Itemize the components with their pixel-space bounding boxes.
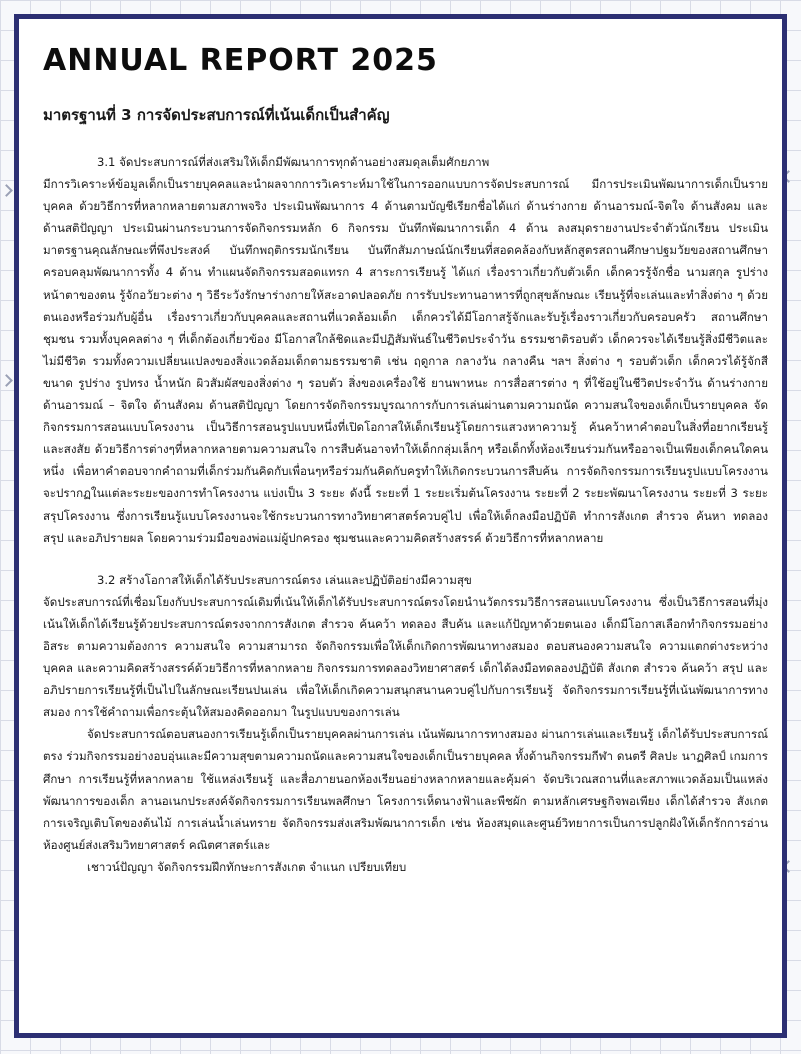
section-body: จัดประสบการณ์ที่เชื่อมโยงกับประสบการณ์เดิมที่เน้นให้เด็กได้รับประสบการณ์ตรงโดยนำนวัตกรรมวิธีการสอนแบบโครงงาน ซึ่งเป็นวิธีการสอนที่มุ่งเน้นให้เด็กได้เรียนรู้ด้วยประสบการณ์ตรงจากการสังเกต สำรวจ ค้นคว้า ทดลอง สืบค้น และแก้ปัญหาด้วยตนเอง เด็กมีโอกาสเลือกทำกิจกรรมอย่างอิสระ ตามความต้องการ ความสนใจ ความสามารถ จัดกิจกรรมเพื่อให้เด็กเกิดการพัฒนาทางสมอง ตอบสนองความสนใจ ความแตกต่างระหว่างบุคคล และความคิดสร้างสรรค์ด้วยวิธีการที่หลากหลาย กิจกรรมการทดลองวิทยาศาสตร์ เด็กได้ลงมือทดลองปฏิบัติ สังเกต สำรวจ ค้นคว้า สรุป และอภิปรายการเรียนรู้ที่เป็นไปในลักษณะเรียนปนเล่น เพื่อให้เด็กเกิดความสนุกสนานควบคู่ไปกับการเรียนรู้ จัดกิจกรรมการเรียนรู้ที่เน้นพัฒนาการทางสมอง การใช้คำถามเพื่อกระตุ้นให้สมองคิดออกมา ในรูปแบบของการเล่น bbox=[43, 594, 768, 720]
section-body: มีการวิเคราะห์ข้อมูลเด็กเป็นรายบุคคลและนำผลจากการวิเคราะห์มาใช้ในการออกแบบการจัดประสบการณ์ มีการประเมินพัฒนาการเด็กเป็นรายบุคคล ด้วยวิธีการที่หลากหลายตามสภาพจริง ประเมินพัฒนาการ 4 ด้านตามบัญชีเรียกชื่อได้แก่ ด้านร่างกาย ด้านอารมณ์-จิตใจ ด้านสังคม และด้านสติปัญญา ประเมินผ่านกระบวนการจัดกิจกรรมหลัก 6 กิจกรรม บันทึกพัฒนาการเด็ก 4 ด้าน ลงสมุดรายงานประจำตัวนักเรียน ประเมินมาตรฐานคุณลักษณะที่พึงประสงค์ บันทึกพฤติกรรมนักเรียน บันทึกสัมภาษณ์นักเรียนที่สอดคล้องกับหลักสูตรสถานศึกษาปฐมวัยของสถานศึกษา ครอบคลุมพัฒนาการทั้ง 4 ด้าน ทำแผนจัดกิจกรรมสอดแทรก 4 สาระการเรียนรู้ ได้แก่ เรื่องราวเกี่ยวกับตัวเด็ก เด็กควรรู้จักชื่อ นามสกุล รูปร่าง หน้าตาของตน รู้จักอวัยวะต่าง ๆ วิธีระวังรักษาร่างกายให้สะอาดปลอดภัย การรับประทานอาหารที่ถูกสุขลักษณะ เรียนรู้ที่จะเล่นและทำสิ่งต่าง ๆ ด้วยตนเองหรือร่วมกับผู้อื่น เรื่องราวเกี่ยวกับบุคคลและสถานที่แวดล้อมเด็ก เด็กควรได้มีโอกาสรู้จักและรับรู้เรื่องราวเกี่ยวกับครอบครัว สถานศึกษา ชุมชน รวมทั้งบุคคลต่าง ๆ ที่เด็กต้องเกี่ยวข้อง มีโอกาสใกล้ชิดและมีปฏิสัมพันธ์ในชีวิตประจำวัน ธรรมชาติรอบตัว เด็กควรจะได้เรียนรู้สิ่งมีชีวิตและไม่มีชีวิต รวมทั้งความเปลี่ยนแปลงของสิ่งแวดล้อมเด็กตามธรรมชาติ เช่น ฤดูกาล กลางวัน กลางคืน ฯลฯ สิ่งต่าง ๆ รอบตัวเด็ก เด็กควรได้รู้จักสี ขนาด รูปร่าง รูปทรง น้ำหนัก ผิวสัมผัสของสิ่งต่าง ๆ รอบตัว สิ่งของเครื่องใช้ ยานพาหนะ การสื่อสารต่าง ๆ ที่ใช้อยู่ในชีวิตประจำวัน ด้านร่างกาย ด้านอารมณ์ – จิตใจ ด้านสังคม ด้านสติปัญญา โดยการจัดกิจกรรมบูรณาการกับการเล่นผ่านตามความถนัด ความสนใจของเด็กเป็นรายบุคคล จัดกิจกรรมการสอนแบบโครงงาน เป็นวิธีการสอนรูปแบบหนึ่งที่เปิดโอกาสให้เด็กเรียนรู้โดยการแสวงหาความรู้ ค้นคว้าหาคำตอบในสิ่งที่อยากเรียนรู้และสงสัย ด้วยวิธีการต่างๆที่หลากหลายตามความสนใจ การสืบค้นอาจทำให้เด็กกลุ่มเล็กๆ หรือเด็กทั้งห้องเรียนร่วมกันหรืออาจเป็นเพียงเด็กคนใดคนหนึ่ง เพื่อหาคำตอบจากคำถามที่เด็กร่วมกันคิดกับเพื่อนๆหรือร่วมกันคิดกับครูทำให้เกิดกระบวนการสืบค้น การจัดกิจกรรมการเรียนรูปแบบโครงงาน จะปรากฏในแต่ละระยะของการทำโครงงาน แบ่งเป็น 3 ระยะ ดังนี้ ระยะที่ 1 ระยะเริ่มต้นโครงงาน ระยะที่ 2 ระยะพัฒนาโครงงาน ระยะที่ 3 ระยะสรุปโครงงาน ซึ่งการเรียนรู้แบบโครงงานจะใช้กระบวนการทางวิทยาศาสตร์ควบคู่ไป เพื่อให้เด็กลงมือปฏิบัติ ทำการสังเกต สำรวจ ค้นหา ทดลอง สรุป และอภิปรายผล โดยความร่วมมือของพ่อแม่ผู้ปกครอง ชุมชนและความคิดสร้างสรรค์ ด้วยวิธีการที่หลากหลาย bbox=[43, 177, 768, 545]
grid-doodle-mark bbox=[0, 374, 13, 387]
section-spacer bbox=[43, 549, 768, 569]
section-heading: 3.2 สร้างโอกาสให้เด็กได้รับประสบการณ์ตรง เล่นและปฏิบัติอย่างมีความสุข bbox=[97, 572, 472, 587]
report-content bbox=[43, 151, 768, 878]
section-heading: 3.1 จัดประสบการณ์ที่ส่งเสริมให้เด็กมีพัฒนาการทุกด้านอย่างสมดุลเต็มศักยภาพ bbox=[97, 155, 490, 169]
report-title: ANNUAL REPORT 2025 bbox=[43, 43, 438, 78]
grid-doodle-mark bbox=[0, 184, 13, 197]
report-page bbox=[14, 14, 787, 1038]
section-paragraph: เชาวน์ปัญญา จัดกิจกรรมฝึกทักษะการสังเกต จำแนก เปรียบเทียบ bbox=[87, 859, 407, 874]
standard-subtitle: มาตรฐานที่ 3 การจัดประสบการณ์ที่เน้นเด็กเป็นสำคัญ bbox=[43, 106, 390, 124]
section-paragraph: จัดประสบการณ์ตอบสนองการเรียนรู้เด็กเป็นรายบุคคลผ่านการเล่น เน้นพัฒนาการทางสมอง ผ่านการเล่นและเรียนรู้ เด็กได้รับประสบการณ์ตรง ร่วมกิจกรรมอย่างอบอุ่นและมีความสุขตามความถนัดและความสนใจของเด็กเป็นรายบุคคล ทั้งด้านกิจกรรมกีฬา ดนตรี ศิลปะ นาฏศิลป์ เกมการศึกษา การเรียนรู้ที่หลากหลาย ใช้แหล่งเรียนรู้ และสื่อภายนอกห้องเรียนอย่างหลากหลายและคุ้มค่า จัดบริเวณสถานที่และสภาพแวดล้อมเป็นแหล่งพัฒนาการของเด็ก ลานอเนกประสงค์จัดกิจกรรมการเรียนพลศึกษา โครงการเห็ดนางฟ้าและพืชผัก ตามหลักเศรษฐกิจพอเพียง เด็กได้สำรวจ สังเกตการเจริญเติบโตของต้นไม้ การเล่นน้ำเล่นทราย จัดกิจกรรมส่งเสริมพัฒนาการเด็ก เช่น ห้องสมุดและศูนย์วิทยาการเป็นการปลูกฝังให้เด็กรักการอ่าน ห้องศูนย์ส่งเสริมวิทยาศาสตร์ คณิตศาสตร์และ bbox=[43, 727, 768, 852]
